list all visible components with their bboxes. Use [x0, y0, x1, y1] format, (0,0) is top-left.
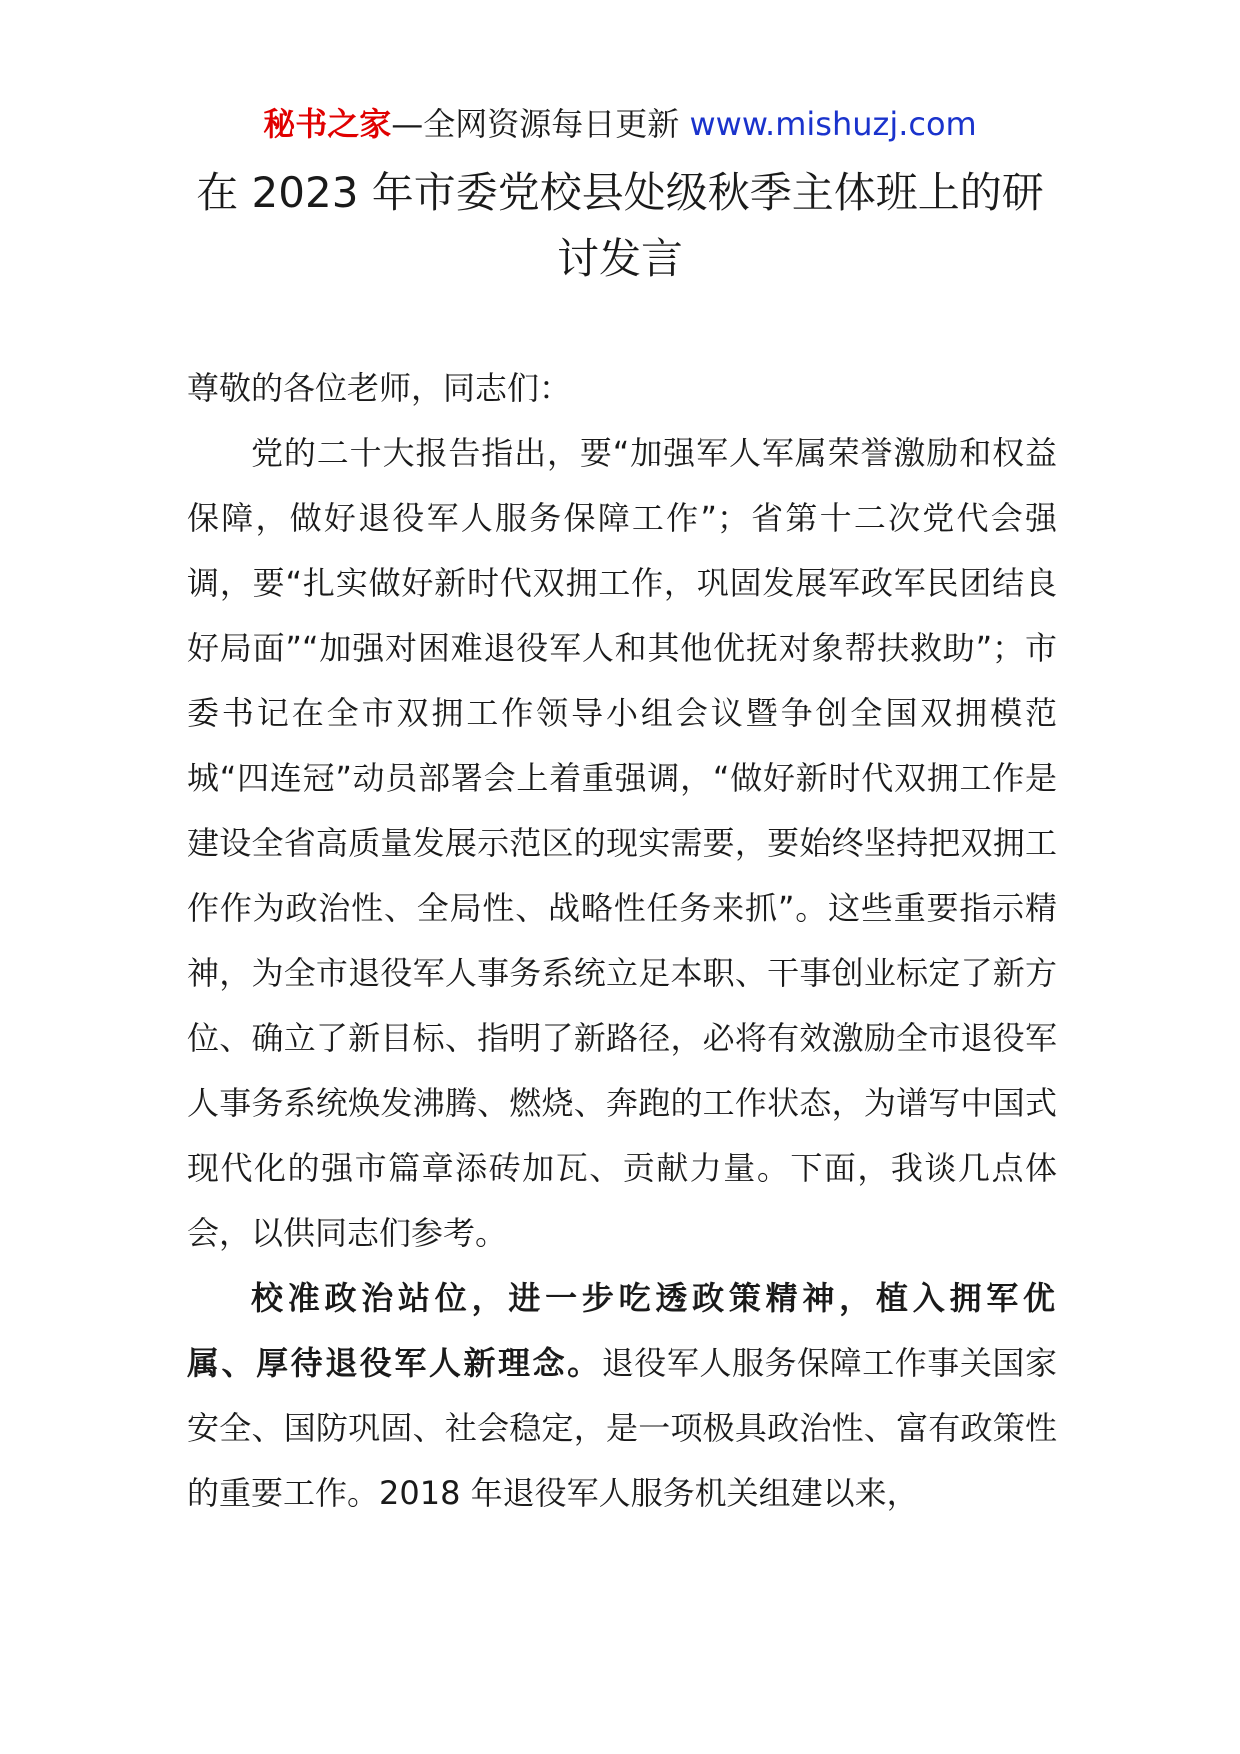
salutation: 尊敬的各位老师，同志们： — [187, 369, 572, 407]
paragraph-1: 党的二十大报告指出，要“加强军人军属荣誉激励和权益保障，做好退役军人服务保障工作”；省第十二次党代会强调，要“扎实做好新时代双拥工作，巩固发展军政军民团结良好局面”“加强对困难退役军人和其他优抚对象帮扶救助”；市委书记在全市双拥工作领导小组会议暨争创全国双拥模范城“四连冠”动员部署会上着重强调，“做好新时代双拥工作是建设全省高质量发展示范区的现实需要，要始终坚持把双拥工作作为政治性、全局性、战略性任务来抓”。这些重要指示精神，为全市退役军人事务系统立足本职、干事创业标定了新方位、确立了新目标、指明了新路径，必将有效激励全市退役军人事务系统焕发沸腾、燃烧、奔跑的工作状态，为谱写中国式现代化的强市篇章添砖加瓦、贡献力量。下面，我谈几点体会，以供同志们参考。 — [187, 434, 1057, 1252]
site-url-link[interactable]: www.mishuzj.com — [689, 105, 977, 143]
site-banner — [0, 100, 1240, 148]
document-body — [187, 356, 1057, 1526]
banner-tagline: —全网资源每日更新 — [391, 105, 690, 143]
document-title: 在 2023 年市委党校县处级秋季主体班上的研讨发言 — [196, 168, 1044, 283]
paragraph-2-lead: 校准政治站位，进一步吃透政策精神，植入拥军优属、厚待退役军人新理念。 — [187, 1279, 1057, 1382]
brand-name: 秘书之家 — [263, 105, 392, 143]
paragraph-2-body: 退役军人服务保障工作事关国家安全、国防巩固、社会稳定，是一项极具政治性、富有政策性的重要工作。2018 年退役军人服务机关组建以来， — [187, 1344, 1057, 1512]
paragraph-2 — [187, 1266, 1057, 1526]
